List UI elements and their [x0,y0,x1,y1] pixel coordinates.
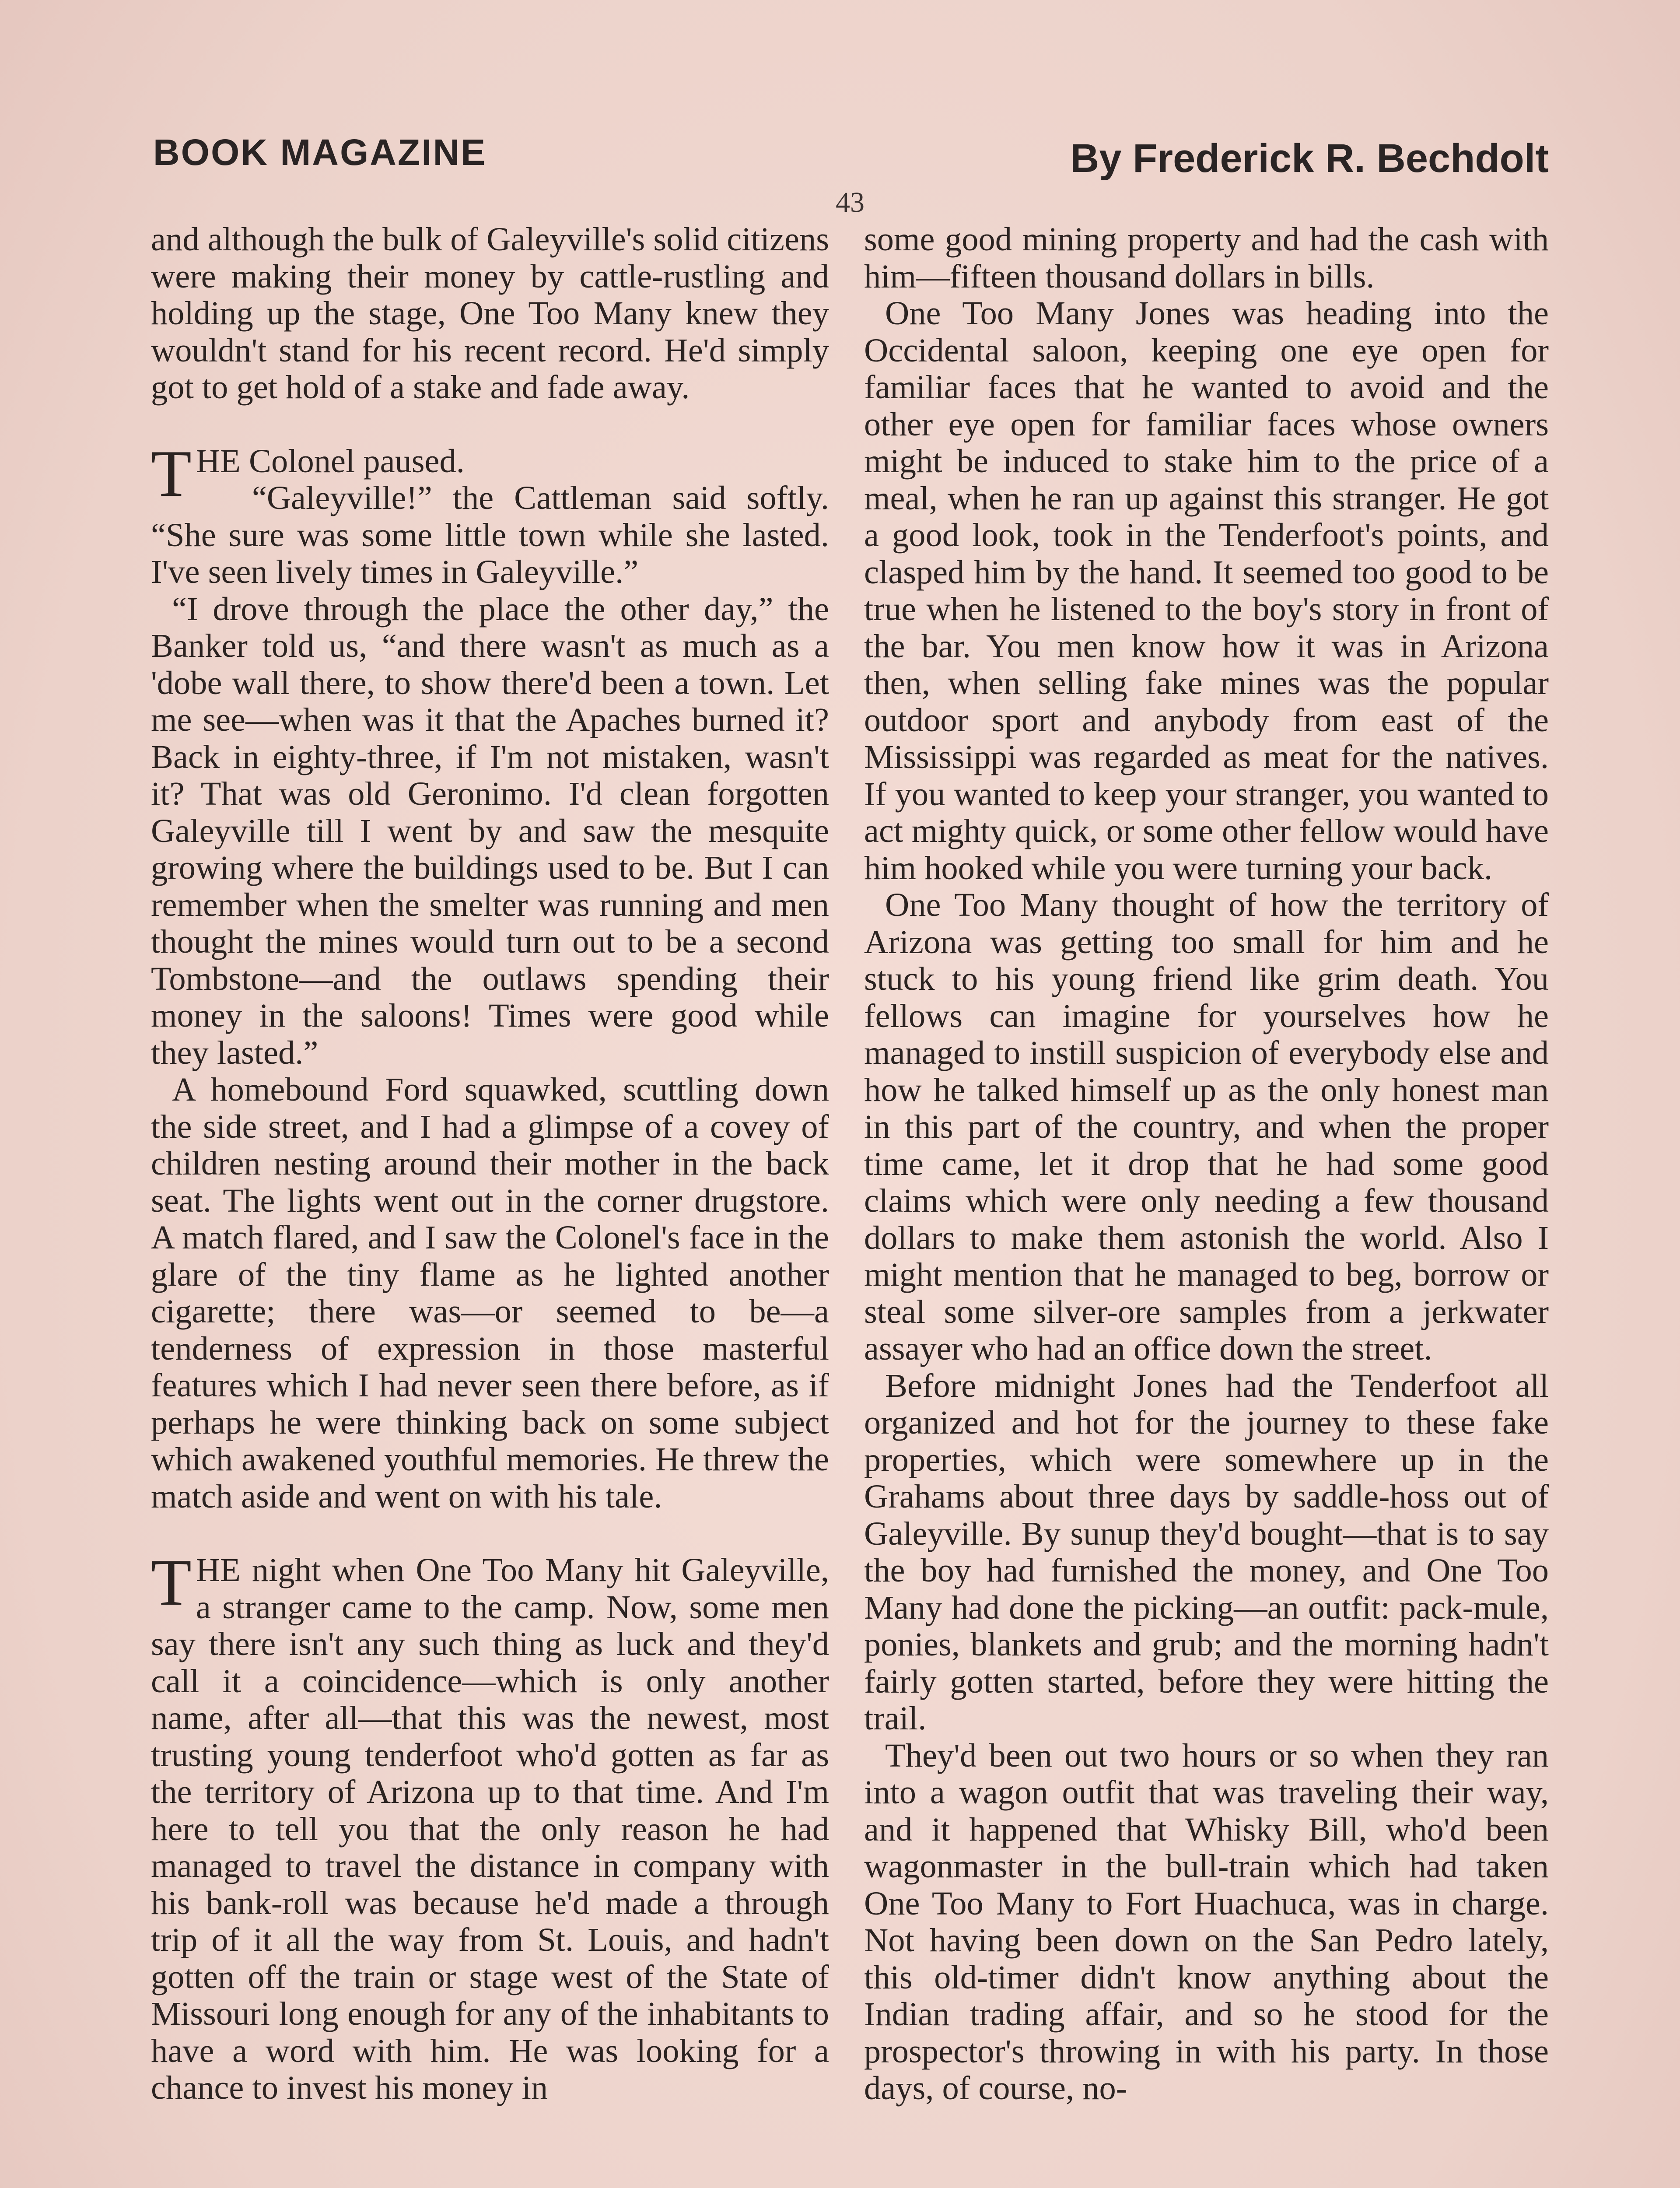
right-paragraph-1: some good mining property and had the cash with him—fifteen thousand dollars in bills. [864,221,1549,295]
author-byline: By Frederick R. Bechdolt [1070,136,1549,181]
left-column [151,221,829,2107]
left-paragraph-2 [151,436,829,510]
drop-cap-letter: T [151,1546,192,1619]
page-number: 43 [836,186,864,218]
magazine-title: BOOK MAGAZINE [153,132,487,173]
right-column [864,221,1549,2107]
left-paragraph-6-text: HE night when One Too Many hit Galeyville, a stranger came to the camp. Now, some men say there isn't any such thing as luck and they'd call it a coincidence—which is only another name, after all—that this was the newest, most trusting young tenderfoot who'd gotten as far as the territory of Arizona up to that time. And I'm here to tell you that the only reason he had managed to travel the distance in company with his bank-roll was because he'd made a through trip of it all the way from St. Louis, and hadn't gotten off the train or stage west of the State of Missouri long enough for any of the inhabitants to have a word with him. He was looking for a chance to invest his money in [151,1551,829,2106]
right-paragraph-3: One Too Many thought of how the territory of Arizona was getting too small for him and he stuck to his young friend like grim death. You fellows can imagine for yourselves how he managed to instill suspicion of everybody else and how he talked himself up as the only honest man in this part of the country, and when the proper time came, let it drop that he had some good claims which were only needing a few thousand dollars to make them astonish the world. Also I might mention that he managed to beg, borrow or steal some silver-ore samples from a jerkwater assayer who had an office down the street. [864,886,1549,1367]
right-paragraph-4: Before midnight Jones had the Tenderfoot all organized and hot for the journey to these fake properties, which were somewhere up in the Grahams about three days by saddle-hoss out of Galeyville. By sunup they'd bought—that is to say the boy had furnished the money, and One Too Many had done the picking—an outfit: pack-mule, ponies, blankets and grub; and the morning hadn't fairly gotten started, before they were hitting the trail. [864,1367,1549,1737]
right-paragraph-5: They'd been out two hours or so when they ran into a wagon outfit that was traveling their way, and it happened that Whisky Bill, who'd been wagonmaster in the bull-train which had taken One Too Many to Fort Huachuca, was in charge. Not having been down on the San Pedro lately, this old-timer didn't know anything about the Indian trading affair, and so he stood for the prospector's throwing in with his party. In those days, of course, no- [864,1736,1549,2107]
left-paragraph-3: “Galeyville!” the Cattleman said softly. “She sure was some little town while she lasted. I've seen lively times in Galeyville.” [151,479,829,590]
left-paragraph-2-text: HE Colonel paused. [196,442,465,480]
left-paragraph-1: and although the bulk of Galeyville's solid citizens were making their money by cattle-rustling and holding up the stage, One Too Many knew they wouldn't stand for his recent record. He'd simply got to get hold of a stake and fade away. [151,221,829,406]
drop-cap-letter: T [151,436,192,510]
left-paragraph-4: “I drove through the place the other day,” the Banker told us, “and there wasn't as much as a 'dobe wall there, to show there'd been a town. Let me see—when was it that the Apaches burned it? Back in eighty-three, if I'm not mistaken, wasn't it? That was old Geronimo. I'd clean forgotten Galeyville till I went by and saw the mesquite growing where the buildings used to be. But I can remember when the smelter was running and men thought the mines would turn out to be a second Tombstone—and the outlaws spending their money in the saloons! Times were good while they lasted.” [151,590,829,1071]
left-paragraph-6 [151,1546,829,2107]
right-paragraph-2: One Too Many Jones was heading into the Occidental saloon, keeping one eye open for familiar faces that he wanted to avoid and the other eye open for familiar faces whose owners might be induced to stake him to the price of a meal, when he ran up against this stranger. He got a good look, took in the Tenderfoot's points, and clasped him by the hand. It seemed too good to be true when he listened to the boy's story in front of the bar. You men know how it was in Arizona then, when selling fake mines was the popular outdoor sport and anybody from east of the Mississippi was regarded as meat for the natives. If you wanted to keep your stranger, you wanted to act mighty quick, or some other fellow would have him hooked while you were turning your back. [864,295,1549,887]
left-paragraph-5: A homebound Ford squawked, scuttling down the side street, and I had a glimpse of a covey of children nesting around their mother in the back seat. The lights went out in the corner drugstore. A match flared, and I saw the Colonel's face in the glare of the tiny flame as he lighted another cigarette; there was—or seemed to be—a tenderness of expression in those masterful features which I had never seen there before, as if perhaps he were thinking back on some subject which awakened youthful memories. He threw the match aside and went on with his tale. [151,1071,829,1515]
